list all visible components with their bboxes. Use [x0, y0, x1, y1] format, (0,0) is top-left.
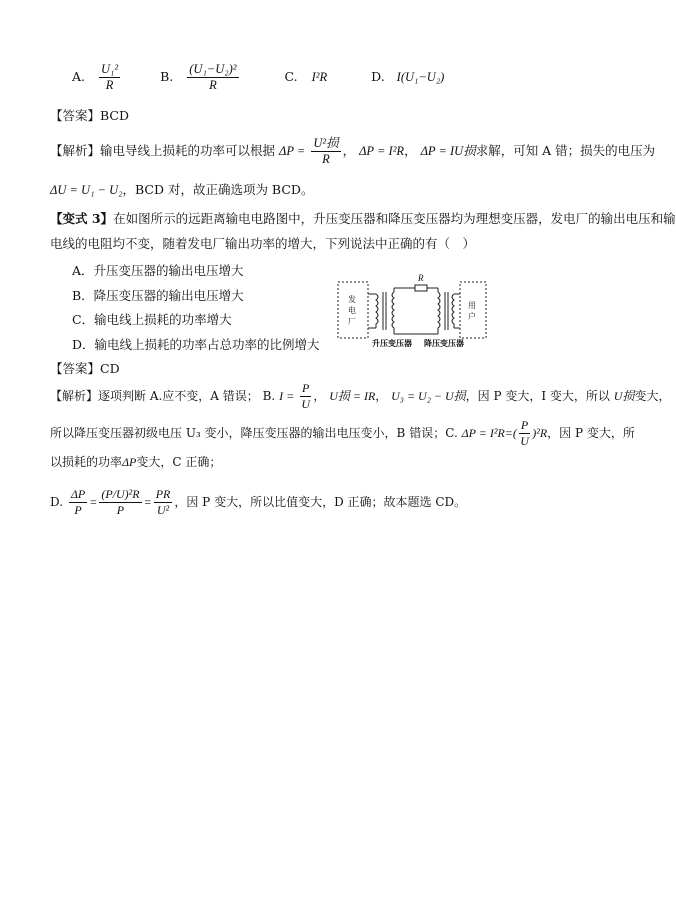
- step-down-secondary-coil: [452, 294, 454, 328]
- analysis-text: 求解，可知 A 错；损失的电压为: [475, 143, 656, 158]
- analysis-text: ，BCD 对，故正确选项为 BCD。: [122, 182, 314, 197]
- analysis-formula: ΔU = U₁ − U₂: [50, 183, 123, 197]
- analysis-formula: )²R: [532, 426, 548, 440]
- plant-label: 发 电 厂: [348, 295, 356, 326]
- variant-option-c: C．输电线上损耗的功率增大: [72, 312, 232, 327]
- variant-stem-line-2: [50, 234, 475, 252]
- analysis-text: 输电导线上损耗的功率可以根据: [100, 143, 276, 158]
- analysis-2-line-4: D. $\frac{\Delta P}{P}$ = $\frac{\text{(P/U)²R}}{P}$ = $\frac{PR}{\text{U²}}$ ，因 P 变大，所以比值变大，D 正确；故本题选 CD。: [50, 487, 467, 517]
- analysis-formula: ΔP = IU损: [420, 144, 476, 158]
- answer-label: 【答案】: [50, 361, 101, 376]
- option-b-fraction: [187, 62, 238, 93]
- analysis-text: 以损耗的功率: [50, 455, 123, 469]
- variant-stem-line-1: [50, 209, 676, 227]
- analysis-fraction: $\frac{P}{U}$: [520, 418, 529, 448]
- analysis-text: ，因 P 变大，I 变大，所以: [465, 389, 610, 403]
- analysis-fraction: $\frac{P}{U}$: [301, 381, 310, 411]
- option-c-expression: I²R: [311, 70, 328, 84]
- option-a-fraction: [99, 62, 120, 93]
- option-b-letter: B.: [160, 69, 174, 84]
- variant-stem: 电线的电阻均不变，随着发电厂输出功率的增大，下列说法中正确的有（ ）: [50, 236, 476, 251]
- analysis-formula: U₃ = U₂ − U损: [391, 389, 466, 403]
- variant-label: 【变式 3】: [50, 211, 114, 226]
- analysis-text: ，: [375, 389, 388, 403]
- transmission-diagram: [336, 272, 488, 348]
- answer-value: BCD: [100, 108, 130, 123]
- analysis-formula: I =: [279, 389, 295, 403]
- answer-label: 【答案】: [50, 108, 101, 123]
- analysis-text: ，因 P 变大，所: [547, 426, 635, 440]
- step-up-primary-coil: [376, 294, 378, 328]
- option-a-letter: A.: [72, 69, 86, 84]
- circuit-svg: [336, 272, 488, 348]
- analysis-1-line-2: [50, 180, 313, 198]
- analysis-formula: ΔP =: [279, 144, 306, 158]
- answer-line-2: [50, 359, 120, 377]
- analysis-text: 逐项判断 A.应不变，A 错误； B.: [98, 389, 276, 403]
- analysis-fraction-denominator: R: [322, 152, 330, 166]
- user-label: 用 户: [468, 301, 476, 321]
- option-b-numerator: (U₁−U₂)²: [189, 62, 237, 76]
- analysis-text: 变大，C 正确；: [136, 455, 222, 469]
- analysis-text: ，: [313, 389, 326, 403]
- variant-option-a: A．升压变压器的输出电压增大: [72, 263, 244, 278]
- analysis-label: 【解析】: [50, 143, 101, 158]
- analysis-text: 变大，: [634, 389, 671, 403]
- variant-option-b: B．降压变压器的输出电压增大: [72, 288, 244, 303]
- analysis-fraction-numerator: U²损: [313, 136, 339, 150]
- analysis-2-line-1: [50, 381, 670, 412]
- analysis-fraction: [311, 136, 340, 167]
- analysis-fraction: $\frac{\text{(P/U)²R}}{P}$: [101, 487, 140, 517]
- step-down-label: 降压变压器: [424, 339, 464, 348]
- variant-stem: 在如图所示的远距离输电电路图中，升压变压器和降压变压器均为理想变压器，发电厂的输出电压和输: [113, 211, 676, 226]
- option-b-denominator: R: [209, 78, 217, 92]
- option-d-expression: I(U₁−U₂): [396, 70, 445, 84]
- analysis-fraction: $\frac{PR}{\text{U²}}$: [155, 487, 171, 517]
- analysis-text: D.: [50, 495, 64, 509]
- option-d-letter: D.: [371, 69, 385, 84]
- analysis-2-line-2: [50, 418, 635, 449]
- analysis-formula: ΔP: [122, 455, 137, 469]
- step-up-secondary-coil: [392, 292, 394, 330]
- analysis-1-line-1: [50, 136, 655, 167]
- step-down-primary-coil: [438, 292, 440, 330]
- variant-option-d: D．输电线上损耗的功率占总功率的比例增大: [72, 337, 320, 352]
- analysis-text: ，: [404, 143, 417, 158]
- analysis-label: 【解析】: [50, 389, 99, 403]
- option-c-letter: C.: [284, 69, 298, 84]
- analysis-text: ，: [342, 143, 356, 158]
- analysis-formula: U损: [613, 389, 635, 403]
- resistor: [415, 285, 427, 291]
- answer-value: CD: [100, 361, 120, 376]
- option-a-denominator: R: [105, 78, 114, 92]
- analysis-text: 所以降压变压器初级电压 U₃ 变小，降压变压器的输出电压变小，B 错误；C.: [50, 426, 458, 440]
- resistor-label: R: [418, 273, 424, 283]
- answer-line-1: [50, 106, 129, 124]
- analysis-formula: ΔP = I²R=(: [461, 426, 517, 440]
- analysis-formula: U损 = IR: [329, 389, 376, 403]
- step-up-label: 升压变压器: [372, 339, 412, 348]
- analysis-fraction: $\frac{\Delta P}{P}$: [70, 487, 86, 517]
- analysis-formula: ΔP = I²R: [359, 144, 405, 158]
- analysis-text: ，因 P 变大，所以比值变大，D 正确；故本题选 CD。: [174, 495, 467, 509]
- analysis-2-line-3: [50, 453, 221, 470]
- option-a-numerator: U₁²: [101, 62, 119, 76]
- options-row: [72, 62, 444, 93]
